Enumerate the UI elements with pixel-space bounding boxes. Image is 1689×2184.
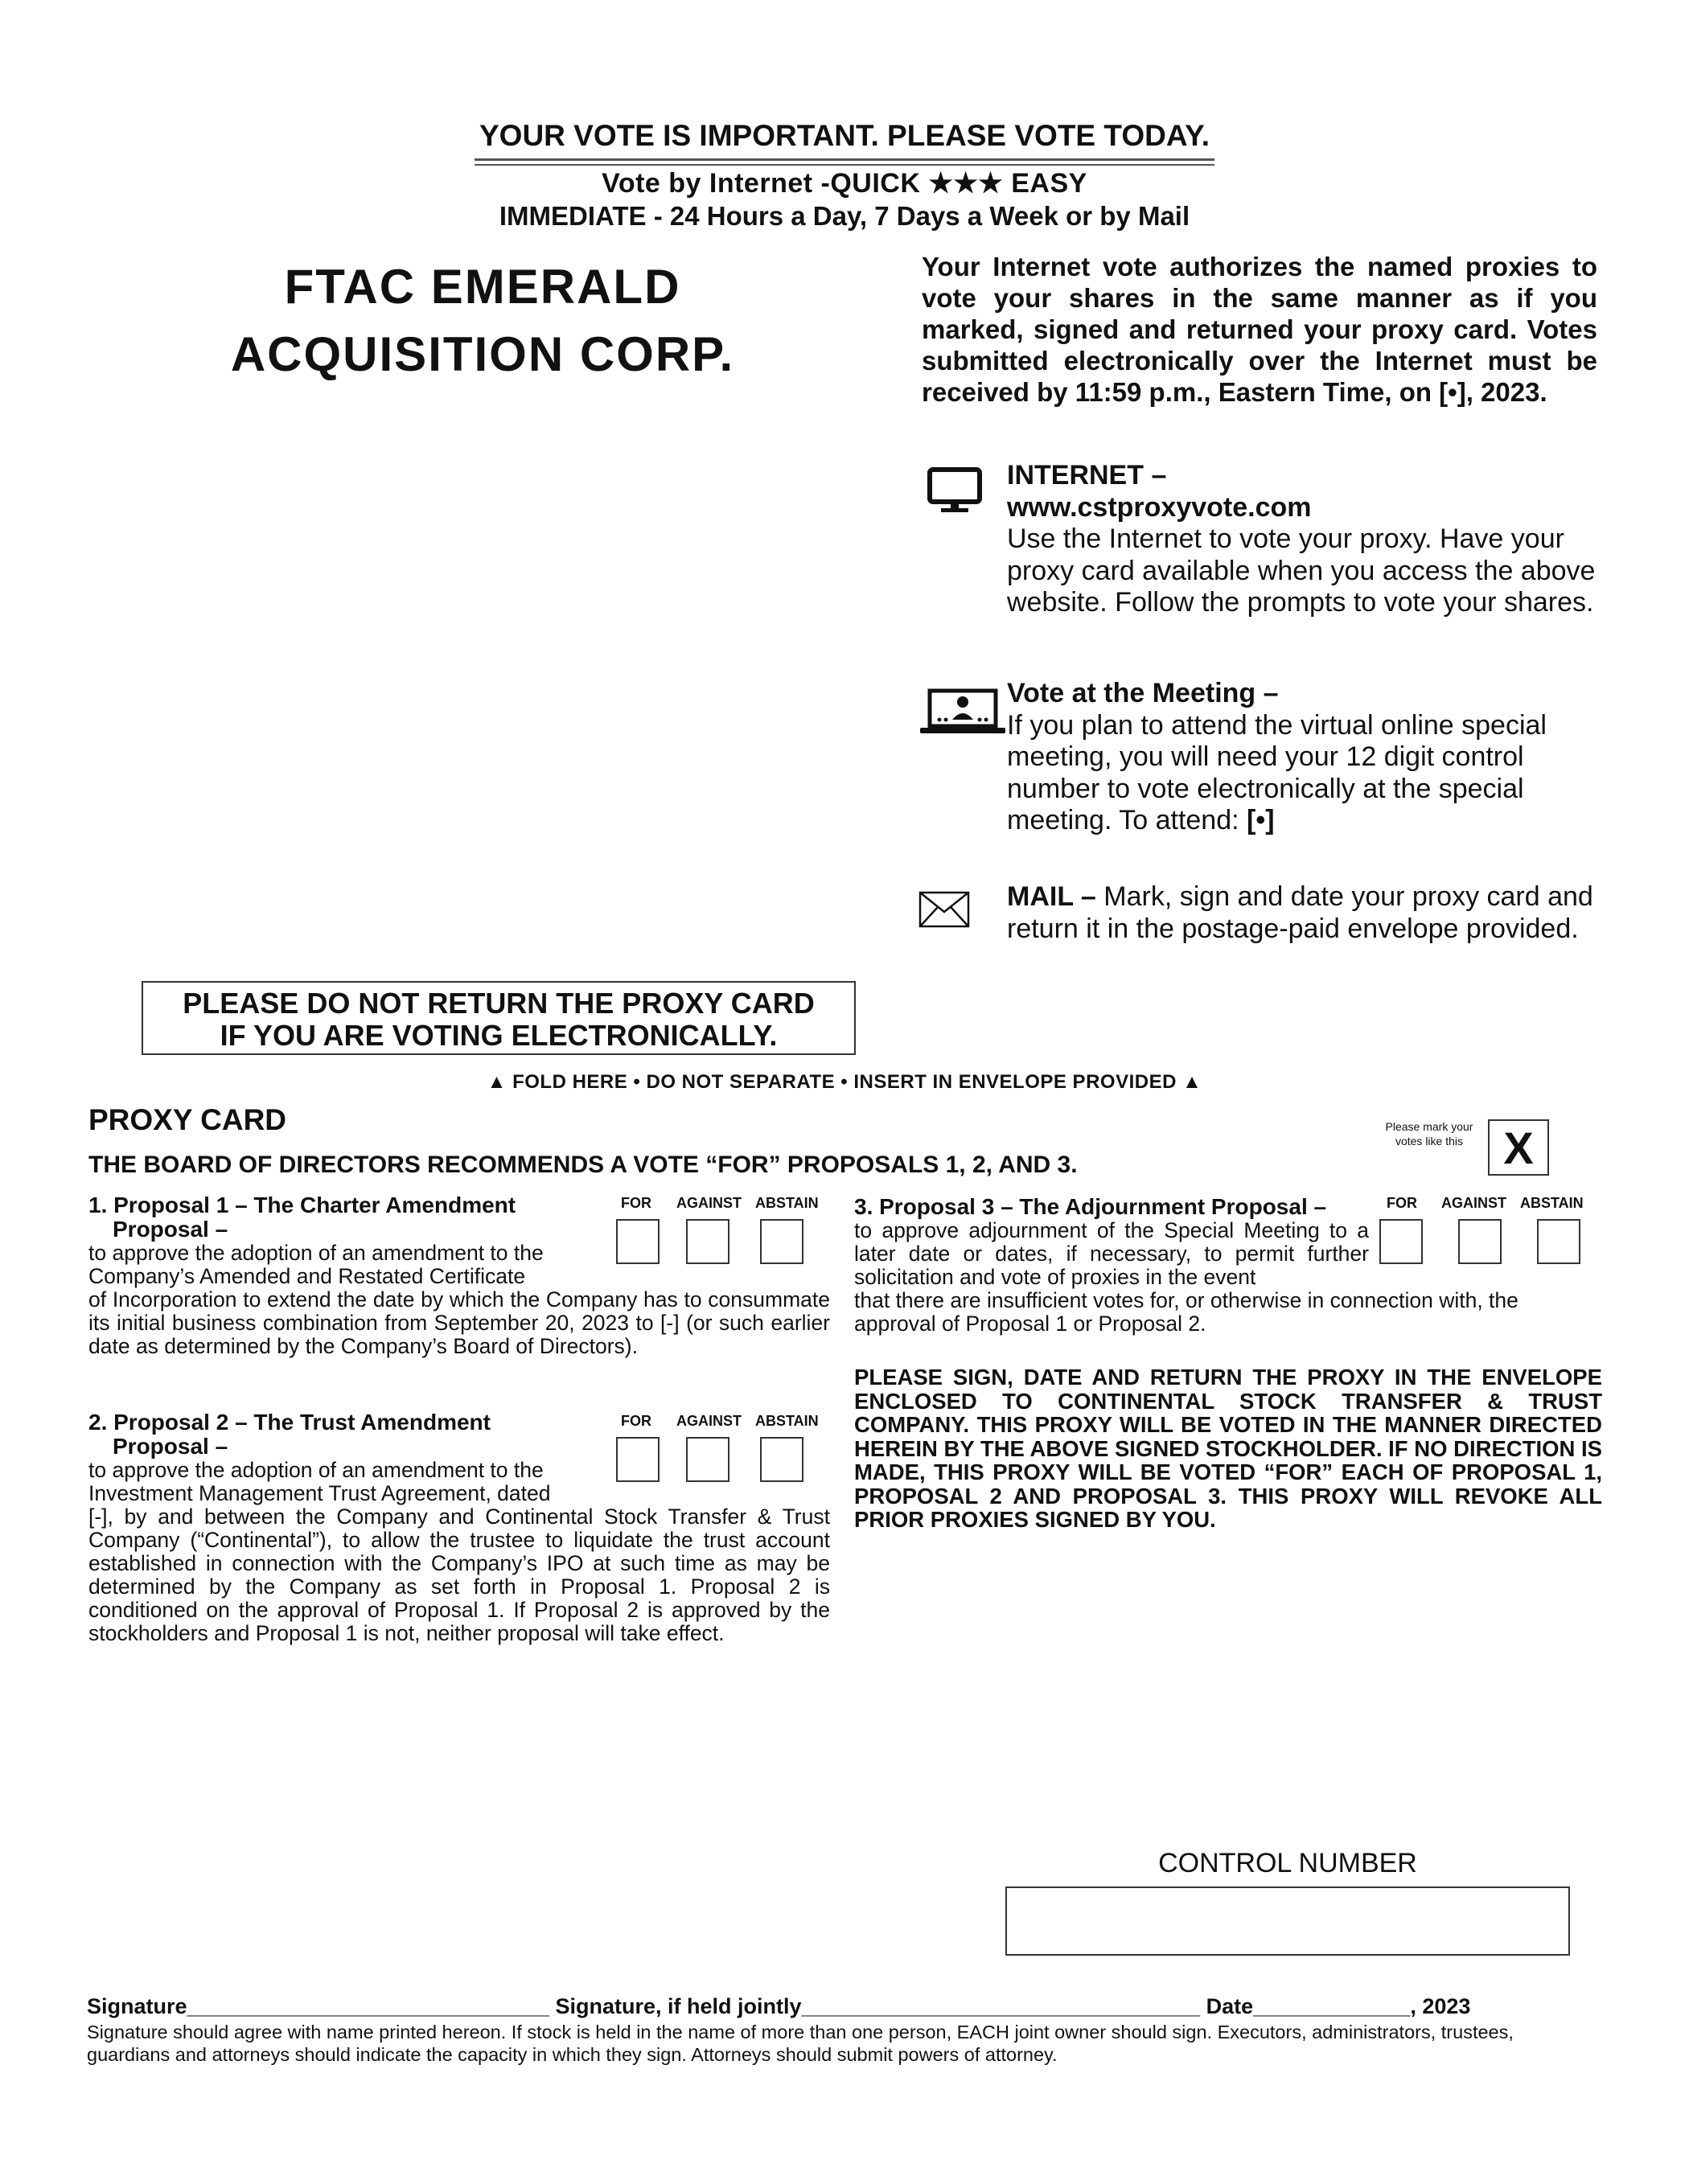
proposal-1-title: [88, 1193, 611, 1242]
mark-instruction: Please mark your votes like this: [1385, 1120, 1473, 1147]
joint-signature-field[interactable]: _________________________________: [801, 1994, 1201, 2018]
fold-line-text: ▲ FOLD HERE • DO NOT SEPARATE • INSERT IN ENVELOPE PROVIDED ▲: [487, 1071, 1202, 1093]
proposal-2-title-line1: 2. Proposal 2 – The Trust Amendment: [88, 1410, 491, 1435]
proposal-1-for-header: FOR: [621, 1195, 651, 1211]
proposal-2-for-checkbox[interactable]: [616, 1437, 660, 1482]
proposal-3-abstain-header: ABSTAIN: [1520, 1195, 1584, 1211]
do-not-return-line1: PLEASE DO NOT RETURN THE PROXY CARD: [183, 987, 815, 1020]
proposal-2-for-header: FOR: [621, 1413, 651, 1429]
proposal-3-text-narrow: to approve adjournment of the Special Meeting to a later date or dates, if necessary, to permit further solicitation and vote of proxies in the event: [854, 1218, 1369, 1289]
proposal-2-against-header: AGAINST: [676, 1413, 742, 1429]
proxy-card-title: PROXY CARD: [88, 1103, 287, 1136]
board-recommendation: THE BOARD OF DIRECTORS RECOMMENDS A VOTE “FOR” PROPOSALS 1, 2, AND 3.: [88, 1152, 1078, 1178]
proposal-1-abstain-header: ABSTAIN: [755, 1195, 819, 1211]
mail-method-text: Mark, sign and date your proxy card and return it in the postage-paid envelope provided.: [1007, 881, 1593, 944]
meeting-attend-value: [•]: [1247, 805, 1275, 835]
proposal-1-abstain-checkbox[interactable]: [760, 1219, 803, 1264]
do-not-return-line2: IF YOU ARE VOTING ELECTRONICALLY.: [220, 1019, 778, 1052]
proposal-2-title-line2: Proposal –: [113, 1434, 228, 1459]
proposal-2-abstain-header: ABSTAIN: [755, 1413, 819, 1429]
envelope-icon: [918, 891, 970, 928]
internet-method-text: Use the Internet to vote your proxy. Have your proxy card available when you access the above website. Follow the prompts to vote your shares.: [1007, 523, 1596, 618]
company-name-line1: FTAC EMERALD: [284, 260, 681, 314]
proposal-3-text-wide: that there are insufficient votes for, or otherwise in connection with, the approval of Proposal 1 or Proposal 2.: [854, 1288, 1518, 1336]
header-rule-top: [475, 158, 1214, 161]
internet-method: [1007, 460, 1618, 619]
vote-availability-heading: IMMEDIATE - 24 Hours a Day, 7 Days a Week or by Mail: [499, 201, 1190, 231]
proposal-3-for-checkbox[interactable]: [1379, 1219, 1423, 1264]
internet-authorization-text: Your Internet vote authorizes the named proxies to vote your shares in the same manner as if you marked, signed and returned your proxy card. Votes submitted electronically over the Internet must be received by 11:59 p.m., Eastern Time, on [•], 2023.: [922, 252, 1597, 407]
header-rule-bottom: [475, 164, 1214, 166]
proposal-1-title-line2: Proposal –: [113, 1217, 228, 1242]
proposal-3-against-checkbox[interactable]: [1458, 1219, 1502, 1264]
date-label: Date: [1200, 1994, 1254, 2018]
meeting-method-text: If you plan to attend the virtual online special meeting, you will need your 12 digit control number to vote electronically at the special meeting. To attend:: [1007, 709, 1547, 835]
vote-by-internet-heading: Vote by Internet -QUICK ★★★ EASY: [602, 168, 1087, 199]
signature-field[interactable]: ______________________________: [187, 1994, 550, 2018]
vote-important-heading: YOUR VOTE IS IMPORTANT. PLEASE VOTE TODAY.: [479, 119, 1210, 152]
mail-method-title: MAIL –: [1007, 881, 1096, 912]
proposal-1-title-line1: 1. Proposal 1 – The Charter Amendment: [88, 1193, 516, 1217]
company-name-line2: ACQUISITION CORP.: [230, 327, 735, 381]
proposal-2-text-wide: [-], by and between the Company and Continental Stock Transfer & Trust Company (“Continental”), to allow the trustee to liquidate the trust account established in connection with the Company’s IPO at such time as may be determined by the Company as set forth in Proposal 1. Proposal 2 is conditioned on the approval of Proposal 1. If Proposal 2 is approved by the stockholders and Proposal 1 is not, neither proposal will take effect.: [88, 1505, 830, 1645]
signature-line: [87, 1994, 1599, 2019]
date-year: , 2023: [1410, 1994, 1471, 2018]
proposal-1-for-checkbox[interactable]: [616, 1219, 660, 1264]
mail-method: [1007, 881, 1618, 945]
signature-label: Signature: [87, 1994, 187, 2018]
sign-date-return-instructions: PLEASE SIGN, DATE AND RETURN THE PROXY IN THE ENVELOPE ENCLOSED TO CONTINENTAL STOCK TRANSFER & TRUST COMPANY. THIS PROXY WILL BE VOTED IN THE MANNER DIRECTED HEREIN BY THE ABOVE SIGNED STOCKHOLDER. IF NO DIRECTION IS MADE, THIS PROXY WILL BE VOTED “FOR” EACH OF PROPOSAL 1, PROPOSAL 2 AND PROPOSAL 3. THIS PROXY WILL REVOKE ALL PRIOR PROXIES SIGNED BY YOU.: [854, 1365, 1603, 1532]
mark-example-box: X: [1488, 1119, 1549, 1176]
proposal-3-for-header: FOR: [1387, 1195, 1417, 1211]
signature-note: Signature should agree with name printed hereon. If stock is held in the name of more than one person, EACH joint owner should sign. Executors, administrators, trustees, guardians and attorneys should indicate the capacity in which they sign. Attorneys should submit powers of attorney.: [87, 2022, 1514, 2065]
internet-method-title: INTERNET –: [1007, 460, 1167, 491]
proposal-1-against-header: AGAINST: [676, 1195, 742, 1211]
proposal-3-against-header: AGAINST: [1441, 1195, 1506, 1211]
proposal-3-abstain-checkbox[interactable]: [1537, 1219, 1580, 1264]
proposal-1-text-narrow: to approve the adoption of an amendment to the Company’s Amended and Restated Certificate: [88, 1241, 544, 1288]
do-not-return-notice: [142, 981, 856, 1055]
proposal-2-abstain-checkbox[interactable]: [760, 1437, 803, 1482]
proposal-2-against-checkbox[interactable]: [686, 1437, 729, 1482]
internet-method-url[interactable]: www.cstproxyvote.com: [1007, 491, 1312, 523]
proposal-1-text-wide: of Incorporation to extend the date by which the Company has to consummate its initial business combination from September 20, 2023 to [-] (or such earlier date as determined by the Company’s Board of Directors).: [88, 1287, 830, 1358]
joint-signature-label: Signature, if held jointly: [549, 1994, 802, 2018]
meeting-method: [1007, 678, 1618, 837]
proposal-3-title: 3. Proposal 3 – The Adjournment Proposal –: [854, 1194, 1327, 1219]
date-field[interactable]: _____________: [1253, 1994, 1411, 2018]
proposal-2-title: [88, 1410, 611, 1459]
proposal-1-against-checkbox[interactable]: [686, 1219, 729, 1264]
control-number-label: CONTROL NUMBER: [1158, 1848, 1417, 1878]
meeting-method-title: Vote at the Meeting –: [1007, 678, 1279, 708]
control-number-box: [1005, 1886, 1570, 1956]
company-name: [161, 253, 804, 388]
laptop-meeting-icon: [918, 688, 1007, 736]
proposal-2-text-narrow: to approve the adoption of an amendment to the Investment Management Trust Agreement, dated: [88, 1458, 551, 1505]
monitor-icon: [918, 466, 996, 515]
